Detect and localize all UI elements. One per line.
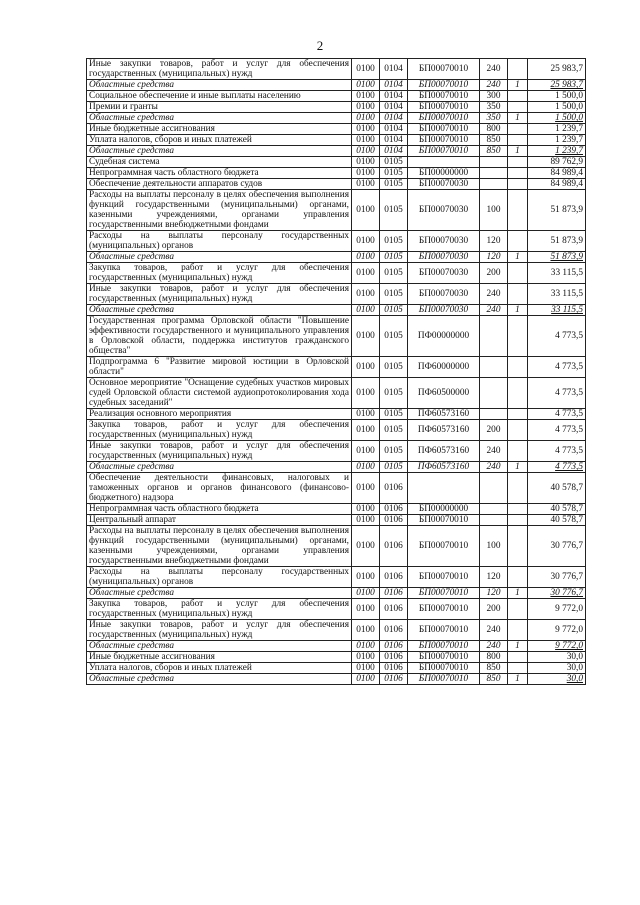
table-row [87, 357, 586, 378]
funding-source-code [508, 102, 528, 113]
funding-source-code [508, 504, 528, 515]
podrazdel-code: 0105 [380, 284, 408, 305]
table-row [87, 135, 586, 146]
razdel-code: 0100 [352, 409, 380, 420]
amount: 4 773,5 [528, 441, 586, 462]
target-article-code: БП00070030 [408, 284, 480, 305]
amount: 30,0 [528, 674, 586, 685]
table-row [87, 409, 586, 420]
amount: 25 983,7 [528, 59, 586, 80]
target-article-code: БП00070010 [408, 620, 480, 641]
page-number: 2 [316, 38, 324, 53]
razdel-code: 0100 [352, 504, 380, 515]
row-name: Государственная программа Орловской области "Повышение эффективности государственного и муниципального управления в Орловской области, поддержка институтов гражданского общества" [87, 316, 352, 357]
amount: 40 578,7 [528, 473, 586, 504]
row-name: Иные бюджетные ассигнования [87, 652, 352, 663]
row-name: Областные средства [87, 252, 352, 263]
razdel-code: 0100 [352, 102, 380, 113]
podrazdel-code: 0105 [380, 462, 408, 473]
amount: 4 773,5 [528, 409, 586, 420]
table-row [87, 91, 586, 102]
expense-type-code: 240 [480, 59, 508, 80]
razdel-code: 0100 [352, 441, 380, 462]
funding-source-code [508, 515, 528, 526]
row-name: Уплата налогов, сборов и иных платежей [87, 135, 352, 146]
podrazdel-code: 0105 [380, 305, 408, 316]
row-name: Областные средства [87, 305, 352, 316]
row-name: Закупка товаров, работ и услуг для обеспечения государственных (муниципальных) нужд [87, 263, 352, 284]
expense-type-code: 240 [480, 641, 508, 652]
funding-source-code [508, 284, 528, 305]
podrazdel-code: 0104 [380, 146, 408, 157]
target-article-code: БП00070010 [408, 674, 480, 685]
table-row [87, 674, 586, 685]
expense-type-code: 850 [480, 674, 508, 685]
row-name: Областные средства [87, 146, 352, 157]
row-name: Центральный аппарат [87, 515, 352, 526]
funding-source-code [508, 135, 528, 146]
razdel-code: 0100 [352, 473, 380, 504]
table-row [87, 284, 586, 305]
target-article-code: БП00070010 [408, 146, 480, 157]
target-article-code: БП00070030 [408, 305, 480, 316]
amount: 9 772,0 [528, 599, 586, 620]
table-row [87, 588, 586, 599]
amount: 51 873,9 [528, 231, 586, 252]
target-article-code: БП00070010 [408, 599, 480, 620]
podrazdel-code: 0106 [380, 599, 408, 620]
row-name: Реализация основного мероприятия [87, 409, 352, 420]
razdel-code: 0100 [352, 674, 380, 685]
target-article-code: ПФ60573160 [408, 441, 480, 462]
funding-source-code [508, 168, 528, 179]
podrazdel-code: 0106 [380, 526, 408, 567]
razdel-code: 0100 [352, 284, 380, 305]
podrazdel-code: 0105 [380, 441, 408, 462]
target-article-code: БП00070010 [408, 588, 480, 599]
amount: 1 239,7 [528, 135, 586, 146]
expense-type-code: 300 [480, 91, 508, 102]
row-name: Областные средства [87, 462, 352, 473]
row-name: Судебная система [87, 157, 352, 168]
table-row [87, 462, 586, 473]
target-article-code: БП00070030 [408, 179, 480, 190]
funding-source-code: 1 [508, 113, 528, 124]
target-article-code: БП00070010 [408, 113, 480, 124]
amount: 33 115,5 [528, 284, 586, 305]
funding-source-code: 1 [508, 641, 528, 652]
table-row [87, 80, 586, 91]
podrazdel-code: 0106 [380, 588, 408, 599]
expense-type-code: 850 [480, 663, 508, 674]
amount: 4 773,5 [528, 378, 586, 409]
podrazdel-code: 0104 [380, 135, 408, 146]
podrazdel-code: 0104 [380, 124, 408, 135]
table-row [87, 157, 586, 168]
expense-type-code: 200 [480, 263, 508, 284]
razdel-code: 0100 [352, 179, 380, 190]
podrazdel-code: 0106 [380, 473, 408, 504]
funding-source-code [508, 179, 528, 190]
podrazdel-code: 0105 [380, 357, 408, 378]
podrazdel-code: 0104 [380, 80, 408, 91]
target-article-code [408, 473, 480, 504]
funding-source-code [508, 409, 528, 420]
target-article-code: БП00070030 [408, 263, 480, 284]
amount: 30 776,7 [528, 526, 586, 567]
expense-type-code: 200 [480, 599, 508, 620]
razdel-code: 0100 [352, 263, 380, 284]
expense-type-code [480, 409, 508, 420]
target-article-code: ПФ60573160 [408, 420, 480, 441]
razdel-code: 0100 [352, 157, 380, 168]
podrazdel-code: 0106 [380, 504, 408, 515]
podrazdel-code: 0105 [380, 420, 408, 441]
funding-source-code [508, 91, 528, 102]
funding-source-code: 1 [508, 80, 528, 91]
funding-source-code [508, 599, 528, 620]
razdel-code: 0100 [352, 146, 380, 157]
table-row [87, 102, 586, 113]
row-name: Областные средства [87, 113, 352, 124]
table-row [87, 567, 586, 588]
podrazdel-code: 0104 [380, 113, 408, 124]
target-article-code: БП00070010 [408, 91, 480, 102]
amount: 1 500,0 [528, 113, 586, 124]
table-row [87, 305, 586, 316]
funding-source-code [508, 652, 528, 663]
target-article-code: БП00070030 [408, 252, 480, 263]
expense-type-code: 350 [480, 102, 508, 113]
table-row [87, 146, 586, 157]
target-article-code: БП00070030 [408, 190, 480, 231]
table-row [87, 231, 586, 252]
podrazdel-code: 0105 [380, 168, 408, 179]
razdel-code: 0100 [352, 663, 380, 674]
razdel-code: 0100 [352, 305, 380, 316]
funding-source-code [508, 473, 528, 504]
funding-source-code: 1 [508, 252, 528, 263]
row-name: Подпрограмма 6 "Развитие мировой юстиции в Орловской области" [87, 357, 352, 378]
razdel-code: 0100 [352, 620, 380, 641]
funding-source-code [508, 59, 528, 80]
funding-source-code [508, 378, 528, 409]
razdel-code: 0100 [352, 190, 380, 231]
expense-type-code: 850 [480, 135, 508, 146]
amount: 51 873,9 [528, 252, 586, 263]
row-name: Расходы на выплаты персоналу в целях обеспечения выполнения функций государственными (муниципальными) органами, казенными учреждениями, органами управления государственными внебюджетными фондами [87, 190, 352, 231]
amount: 33 115,5 [528, 305, 586, 316]
expense-type-code: 120 [480, 588, 508, 599]
expense-type-code: 240 [480, 284, 508, 305]
target-article-code: БП00070010 [408, 567, 480, 588]
target-article-code: БП00070010 [408, 59, 480, 80]
expense-type-code [480, 378, 508, 409]
target-article-code: БП00070030 [408, 231, 480, 252]
funding-source-code [508, 316, 528, 357]
razdel-code: 0100 [352, 526, 380, 567]
podrazdel-code: 0104 [380, 91, 408, 102]
expense-type-code: 120 [480, 567, 508, 588]
row-name: Областные средства [87, 80, 352, 91]
row-name: Обеспечение деятельности аппаратов судов [87, 179, 352, 190]
table-row [87, 641, 586, 652]
razdel-code: 0100 [352, 231, 380, 252]
funding-source-code: 1 [508, 674, 528, 685]
funding-source-code [508, 441, 528, 462]
table-body [87, 59, 586, 685]
amount: 84 989,4 [528, 179, 586, 190]
razdel-code: 0100 [352, 420, 380, 441]
amount: 30 776,7 [528, 567, 586, 588]
table-row [87, 124, 586, 135]
row-name: Закупка товаров, работ и услуг для обеспечения государственных (муниципальных) нужд [87, 599, 352, 620]
expense-type-code: 350 [480, 113, 508, 124]
amount: 30,0 [528, 652, 586, 663]
podrazdel-code: 0105 [380, 179, 408, 190]
expense-type-code: 120 [480, 231, 508, 252]
funding-source-code [508, 231, 528, 252]
row-name: Премии и гранты [87, 102, 352, 113]
podrazdel-code: 0106 [380, 567, 408, 588]
razdel-code: 0100 [352, 80, 380, 91]
funding-source-code: 1 [508, 305, 528, 316]
razdel-code: 0100 [352, 357, 380, 378]
expense-type-code: 800 [480, 124, 508, 135]
expense-type-code: 240 [480, 80, 508, 91]
podrazdel-code: 0106 [380, 641, 408, 652]
podrazdel-code: 0105 [380, 231, 408, 252]
target-article-code: ПФ60500000 [408, 378, 480, 409]
table-row [87, 252, 586, 263]
row-name: Иные закупки товаров, работ и услуг для обеспечения государственных (муниципальных) нужд [87, 441, 352, 462]
table-row [87, 179, 586, 190]
row-name: Иные закупки товаров, работ и услуг для обеспечения государственных (муниципальных) нужд [87, 284, 352, 305]
target-article-code: БП00070010 [408, 124, 480, 135]
funding-source-code [508, 190, 528, 231]
funding-source-code: 1 [508, 462, 528, 473]
expense-type-code: 240 [480, 462, 508, 473]
expense-type-code: 100 [480, 190, 508, 231]
amount: 1 500,0 [528, 91, 586, 102]
table-row [87, 504, 586, 515]
amount: 4 773,5 [528, 357, 586, 378]
target-article-code: БП00070010 [408, 641, 480, 652]
podrazdel-code: 0105 [380, 378, 408, 409]
expense-type-code: 200 [480, 420, 508, 441]
table-row [87, 620, 586, 641]
funding-source-code [508, 567, 528, 588]
razdel-code: 0100 [352, 113, 380, 124]
funding-source-code [508, 157, 528, 168]
razdel-code: 0100 [352, 91, 380, 102]
amount: 4 773,5 [528, 420, 586, 441]
expense-type-code: 240 [480, 441, 508, 462]
amount: 89 762,9 [528, 157, 586, 168]
table-row [87, 190, 586, 231]
table-row [87, 316, 586, 357]
podrazdel-code: 0104 [380, 59, 408, 80]
podrazdel-code: 0106 [380, 674, 408, 685]
podrazdel-code: 0104 [380, 102, 408, 113]
podrazdel-code: 0105 [380, 409, 408, 420]
expense-type-code: 850 [480, 146, 508, 157]
amount: 9 772,0 [528, 620, 586, 641]
podrazdel-code: 0106 [380, 620, 408, 641]
row-name: Непрограммная часть областного бюджета [87, 168, 352, 179]
table-row [87, 441, 586, 462]
budget-table [86, 58, 586, 685]
razdel-code: 0100 [352, 567, 380, 588]
amount: 1 500,0 [528, 102, 586, 113]
podrazdel-code: 0106 [380, 652, 408, 663]
target-article-code: БП00070010 [408, 135, 480, 146]
expense-type-code [480, 515, 508, 526]
row-name: Непрограммная часть областного бюджета [87, 504, 352, 515]
amount: 1 239,7 [528, 124, 586, 135]
target-article-code: БП00070010 [408, 102, 480, 113]
row-name: Обеспечение деятельности финансовых, налоговых и таможенных органов и органов финансового (финансово-бюджетного) надзора [87, 473, 352, 504]
expense-type-code [480, 168, 508, 179]
row-name: Областные средства [87, 588, 352, 599]
amount: 30,0 [528, 663, 586, 674]
expense-type-code: 240 [480, 305, 508, 316]
table-row [87, 263, 586, 284]
row-name: Уплата налогов, сборов и иных платежей [87, 663, 352, 674]
amount: 51 873,9 [528, 190, 586, 231]
expense-type-code [480, 473, 508, 504]
target-article-code: БП00000000 [408, 504, 480, 515]
podrazdel-code: 0105 [380, 157, 408, 168]
table-row [87, 599, 586, 620]
funding-source-code [508, 124, 528, 135]
row-name: Иные закупки товаров, работ и услуг для обеспечения государственных (муниципальных) нужд [87, 620, 352, 641]
funding-source-code: 1 [508, 146, 528, 157]
expense-type-code [480, 157, 508, 168]
podrazdel-code: 0105 [380, 190, 408, 231]
target-article-code: БП00070010 [408, 652, 480, 663]
table-row [87, 59, 586, 80]
table-row [87, 526, 586, 567]
funding-source-code: 1 [508, 588, 528, 599]
expense-type-code [480, 357, 508, 378]
expense-type-code [480, 179, 508, 190]
row-name: Расходы на выплаты персоналу государственных (муниципальных) органов [87, 231, 352, 252]
target-article-code: БП00070010 [408, 663, 480, 674]
amount: 1 239,7 [528, 146, 586, 157]
razdel-code: 0100 [352, 378, 380, 409]
target-article-code: ПФ60573160 [408, 462, 480, 473]
razdel-code: 0100 [352, 168, 380, 179]
table-row [87, 652, 586, 663]
funding-source-code [508, 420, 528, 441]
razdel-code: 0100 [352, 588, 380, 599]
podrazdel-code: 0106 [380, 515, 408, 526]
funding-source-code [508, 263, 528, 284]
funding-source-code [508, 663, 528, 674]
amount: 9 772,0 [528, 641, 586, 652]
target-article-code: БП00070010 [408, 526, 480, 567]
row-name: Областные средства [87, 674, 352, 685]
razdel-code: 0100 [352, 515, 380, 526]
razdel-code: 0100 [352, 641, 380, 652]
razdel-code: 0100 [352, 252, 380, 263]
razdel-code: 0100 [352, 135, 380, 146]
row-name: Расходы на выплаты персоналу государственных (муниципальных) органов [87, 567, 352, 588]
expense-type-code: 120 [480, 252, 508, 263]
funding-source-code [508, 526, 528, 567]
expense-type-code [480, 316, 508, 357]
target-article-code [408, 157, 480, 168]
row-name: Областные средства [87, 641, 352, 652]
table-row [87, 663, 586, 674]
table-row [87, 378, 586, 409]
target-article-code: БП00070010 [408, 515, 480, 526]
target-article-code: БП00070010 [408, 80, 480, 91]
razdel-code: 0100 [352, 599, 380, 620]
razdel-code: 0100 [352, 462, 380, 473]
table-row [87, 168, 586, 179]
table-row [87, 113, 586, 124]
table-row [87, 473, 586, 504]
expense-type-code: 800 [480, 652, 508, 663]
amount: 40 578,7 [528, 504, 586, 515]
row-name: Закупка товаров, работ и услуг для обеспечения государственных (муниципальных) нужд [87, 420, 352, 441]
expense-type-code: 100 [480, 526, 508, 567]
row-name: Социальное обеспечение и иные выплаты населению [87, 91, 352, 102]
amount: 33 115,5 [528, 263, 586, 284]
amount: 25 983,7 [528, 80, 586, 91]
podrazdel-code: 0105 [380, 263, 408, 284]
target-article-code: ПФ60000000 [408, 357, 480, 378]
amount: 40 578,7 [528, 515, 586, 526]
amount: 4 773,5 [528, 316, 586, 357]
expense-type-code [480, 504, 508, 515]
razdel-code: 0100 [352, 59, 380, 80]
amount: 4 773,5 [528, 462, 586, 473]
target-article-code: БП00000000 [408, 168, 480, 179]
expense-type-code: 240 [480, 620, 508, 641]
target-article-code: ПФ00000000 [408, 316, 480, 357]
podrazdel-code: 0105 [380, 252, 408, 263]
razdel-code: 0100 [352, 124, 380, 135]
razdel-code: 0100 [352, 316, 380, 357]
table-row [87, 515, 586, 526]
amount: 84 989,4 [528, 168, 586, 179]
funding-source-code [508, 357, 528, 378]
podrazdel-code: 0105 [380, 316, 408, 357]
podrazdel-code: 0106 [380, 663, 408, 674]
amount: 30 776,7 [528, 588, 586, 599]
row-name: Иные закупки товаров, работ и услуг для обеспечения государственных (муниципальных) нужд [87, 59, 352, 80]
row-name: Расходы на выплаты персоналу в целях обеспечения выполнения функций государственными (муниципальными) органами, казенными учреждениями, органами управления государственными внебюджетными фондами [87, 526, 352, 567]
row-name: Иные бюджетные ассигнования [87, 124, 352, 135]
row-name: Основное мероприятие "Оснащение судебных участков мировых судей Орловской области системой аудиопротоколирования хода судебных заседаний" [87, 378, 352, 409]
funding-source-code [508, 620, 528, 641]
razdel-code: 0100 [352, 652, 380, 663]
table-row [87, 420, 586, 441]
target-article-code: ПФ60573160 [408, 409, 480, 420]
